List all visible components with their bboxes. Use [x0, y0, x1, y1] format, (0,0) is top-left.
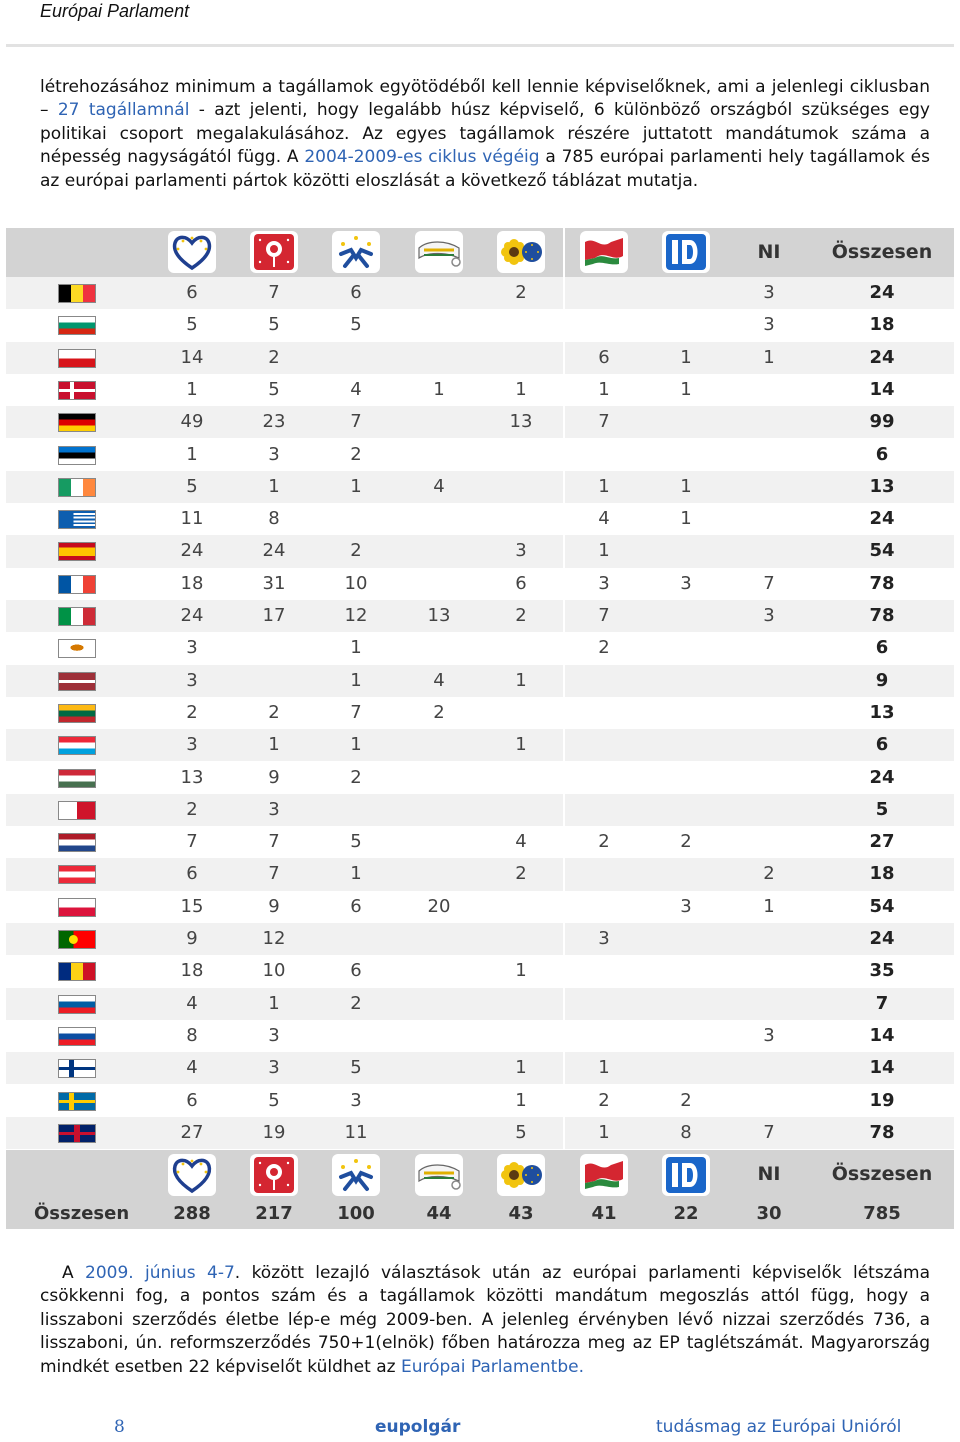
seat-count-cell: 1 [598, 1121, 610, 1143]
row-total-cell: 6 [875, 734, 889, 756]
table-row [6, 955, 954, 987]
grand-total-cell: 44 [426, 1203, 452, 1224]
seat-count-cell: 2 [763, 863, 775, 885]
bulgaria-flag-icon [58, 316, 96, 335]
seat-count-cell: 1 [598, 475, 610, 497]
seat-count-cell: 1 [598, 378, 610, 400]
seat-count-cell: 6 [350, 895, 362, 917]
seat-count-cell: 7 [268, 863, 280, 885]
seat-count-cell: 2 [186, 798, 198, 820]
row-total-cell: 24 [869, 282, 895, 303]
greens-sunflower-icon [497, 1154, 545, 1196]
seat-count-cell: 4 [186, 1057, 198, 1079]
outro-paragraph [40, 1262, 930, 1379]
seat-count-cell: 1 [680, 475, 692, 497]
seat-count-cell: 12 [262, 928, 286, 949]
poland-flag-icon [58, 898, 96, 917]
row-total-cell: 24 [869, 346, 895, 368]
seat-count-cell: 1 [433, 378, 445, 400]
table-row [6, 600, 954, 632]
seat-count-cell: 1 [515, 669, 527, 691]
seat-count-cell: 1 [515, 1057, 527, 1079]
table-row [6, 1020, 954, 1052]
denmark-flag-icon [58, 381, 96, 400]
slovenia-flag-icon [58, 995, 96, 1014]
seat-count-cell: 10 [344, 572, 368, 594]
row-total-cell: 35 [869, 960, 895, 982]
footer-brand: eupolgár [375, 1417, 461, 1437]
slovakia-flag-icon [58, 1027, 96, 1046]
seat-count-cell: 1 [763, 346, 775, 368]
czech-flag-icon [58, 349, 96, 368]
seat-count-cell: 1 [268, 734, 280, 756]
seat-count-cell: 2 [680, 831, 692, 853]
uen-banner-icon [415, 1154, 463, 1196]
belgium-flag-icon [58, 284, 96, 303]
seat-count-cell: 20 [427, 895, 451, 917]
row-total-cell: 18 [869, 314, 895, 336]
latvia-flag-icon [58, 672, 96, 691]
row-total-cell: 78 [869, 605, 895, 626]
seat-count-cell: 8 [680, 1121, 692, 1143]
seat-count-cell: 6 [350, 282, 362, 303]
seat-count-cell: 2 [598, 637, 610, 659]
seat-count-cell: 1 [598, 1057, 610, 1079]
seat-count-cell: 23 [262, 411, 286, 433]
seat-count-cell: 2 [598, 1089, 610, 1111]
row-total-cell: 6 [875, 443, 889, 465]
seat-count-cell: 2 [515, 863, 527, 885]
spain-flag-icon [58, 542, 96, 561]
table-row [6, 1117, 954, 1149]
seat-count-cell: 3 [268, 443, 280, 465]
pes-rose-icon [250, 1154, 298, 1196]
seat-count-cell: 2 [350, 443, 362, 465]
header-ni: NI [757, 241, 781, 263]
alde-figures-icon [332, 231, 380, 273]
row-total-cell: 14 [869, 378, 895, 400]
seat-count-cell: 10 [262, 960, 286, 982]
pes-rose-icon [250, 231, 298, 273]
seat-count-cell: 3 [350, 1089, 362, 1111]
grand-total-cell: 41 [591, 1203, 617, 1224]
table-row [6, 858, 954, 890]
netherlands-flag-icon [58, 833, 96, 852]
seat-count-cell: 1 [268, 475, 280, 497]
seat-count-cell: 3 [763, 314, 775, 336]
outro-text-2: . között lezajló választások után az európai parlamenti képviselők létszáma csökkenni fog, a pontos szám és a tagállamok közötti mandátum megoszlás attól függ, hogy a lisszaboni szerződés életbe lép-e még 2009-ben. A jelenleg érvényben lévő nizzai szerződés 736, a lisszaboni, ún. reformszerződés 750+1(elnök) főben határozza meg az EP taglétszámát. Magyarország mindkét esetben 22 képviselőt küldhet az [40, 1263, 930, 1377]
seat-count-cell: 7 [598, 605, 610, 626]
table-row [6, 309, 954, 341]
table-row [6, 535, 954, 567]
seat-count-cell: 24 [180, 540, 204, 562]
row-total-cell: 7 [875, 992, 889, 1014]
alde-figures-icon [332, 1154, 380, 1196]
seat-count-cell: 2 [268, 346, 280, 368]
seat-count-cell: 6 [186, 282, 198, 303]
seat-count-cell: 2 [515, 605, 527, 626]
grand-total-cell: 785 [863, 1203, 901, 1224]
seat-count-cell: 7 [763, 1121, 775, 1143]
seat-count-cell: 6 [186, 863, 198, 885]
seat-count-cell: 3 [680, 895, 692, 917]
seat-count-cell: 6 [350, 960, 362, 982]
row-total-cell: 14 [869, 1057, 895, 1079]
grand-total-cell: 217 [255, 1203, 293, 1224]
seat-count-cell: 3 [186, 669, 198, 691]
footer-header-total: Összesen [831, 1163, 933, 1185]
seat-count-cell: 5 [186, 475, 198, 497]
seat-count-cell: 7 [350, 701, 362, 723]
seat-count-cell: 7 [268, 831, 280, 853]
row-total-cell: 54 [869, 540, 895, 562]
seat-count-cell: 27 [180, 1121, 204, 1143]
uk-flag-icon [58, 1124, 96, 1143]
row-total-cell: 13 [869, 701, 895, 723]
luxembourg-flag-icon [58, 736, 96, 755]
seat-count-cell: 1 [350, 475, 362, 497]
table-row [6, 568, 954, 600]
seat-count-cell: 4 [186, 992, 198, 1014]
epp-ed-heart-icon [168, 1154, 216, 1196]
seat-count-cell: 1 [763, 895, 775, 917]
row-total-cell: 6 [875, 637, 889, 659]
seat-count-cell: 1 [268, 992, 280, 1014]
seat-count-cell: 18 [180, 572, 204, 594]
row-total-cell: 24 [869, 928, 895, 949]
table-footer-row [6, 1150, 954, 1229]
seat-count-cell: 12 [344, 605, 368, 626]
greece-flag-icon [58, 510, 96, 529]
intro-paragraph [40, 76, 930, 193]
seat-count-cell: 2 [515, 282, 527, 303]
seat-count-cell: 4 [598, 508, 610, 530]
seat-count-cell: 2 [680, 1089, 692, 1111]
seat-count-cell: 31 [262, 572, 286, 594]
seat-count-cell: 9 [268, 766, 280, 788]
column-separator [563, 228, 565, 1150]
footer-tagline: tudásmag az Európai Unióról [656, 1417, 902, 1437]
france-flag-icon [58, 575, 96, 594]
row-total-cell: 5 [875, 798, 889, 820]
seat-count-cell: 1 [186, 443, 198, 465]
seat-count-cell: 2 [350, 540, 362, 562]
seat-count-cell: 2 [186, 701, 198, 723]
seat-count-cell: 14 [180, 346, 204, 368]
seat-count-cell: 15 [180, 895, 204, 917]
seat-count-cell: 6 [515, 572, 527, 594]
running-header: Európai Parlament [40, 1, 190, 21]
lithuania-flag-icon [58, 704, 96, 723]
table-row [6, 503, 954, 535]
gue-ngl-flag-icon [580, 231, 628, 273]
romania-flag-icon [58, 962, 96, 981]
seat-count-cell: 24 [180, 605, 204, 626]
seat-count-cell: 5 [268, 314, 280, 336]
seat-count-cell: 11 [180, 508, 204, 530]
seat-distribution-table [6, 228, 954, 1229]
table-row [6, 826, 954, 858]
sweden-flag-icon [58, 1092, 96, 1111]
finland-flag-icon [58, 1059, 96, 1078]
table-row [6, 406, 954, 438]
seat-count-cell: 1 [350, 734, 362, 756]
seat-count-cell: 1 [680, 346, 692, 368]
link-european-parliament[interactable]: Európai Parlamentbe. [400, 1356, 584, 1377]
seat-count-cell: 9 [268, 895, 280, 917]
row-total-cell: 27 [869, 831, 895, 853]
germany-flag-icon [58, 413, 96, 432]
row-total-cell: 14 [869, 1024, 895, 1046]
table-row [6, 891, 954, 923]
seat-count-cell: 1 [515, 378, 527, 400]
seat-count-cell: 13 [427, 605, 451, 626]
seat-count-cell: 19 [262, 1121, 286, 1143]
seat-count-cell: 1 [515, 960, 527, 982]
seat-count-cell: 4 [433, 475, 445, 497]
seat-count-cell: 1 [350, 637, 362, 659]
seat-count-cell: 6 [186, 1089, 198, 1111]
header-total: Összesen [831, 241, 933, 263]
seat-count-cell: 5 [350, 1057, 362, 1079]
seat-count-cell: 8 [186, 1024, 198, 1046]
seat-count-cell: 7 [598, 411, 610, 433]
greens-sunflower-icon [497, 231, 545, 273]
seat-count-cell: 5 [268, 378, 280, 400]
intro-text-1: létrehozásához minimum a tagállamok egyötödéből kell lennie képviselőknek, ami a jelenlegi ciklusban – [40, 77, 930, 121]
seat-count-cell: 1 [186, 378, 198, 400]
seat-count-cell: 3 [763, 282, 775, 303]
row-total-cell: 78 [869, 572, 895, 594]
seat-count-cell: 3 [186, 637, 198, 659]
table-row [6, 697, 954, 729]
seat-count-cell: 3 [598, 928, 610, 949]
table-row [6, 988, 954, 1020]
seat-count-cell: 3 [268, 1024, 280, 1046]
ireland-flag-icon [58, 478, 96, 497]
uen-banner-icon [415, 231, 463, 273]
link-2009-june-elections[interactable]: 2009. június 4-7 [85, 1263, 235, 1283]
ind-dem-id-icon [662, 231, 710, 273]
seat-count-cell: 6 [598, 346, 610, 368]
seat-count-cell: 2 [350, 766, 362, 788]
seat-count-cell: 3 [186, 734, 198, 756]
seat-count-cell: 1 [515, 734, 527, 756]
grand-total-cell: 288 [173, 1203, 211, 1224]
seat-count-cell: 24 [262, 540, 286, 562]
intro-text-2: - azt jelenti, hogy legalább húsz képviselő, 6 különböző országból szükséges egy politikai csoport megalakulásához. Az egyes tagállamok részére juttatott mandátumok száma a népesség nagyságától függ. A [40, 100, 930, 168]
gue-ngl-flag-icon [580, 1154, 628, 1196]
seat-count-cell: 1 [515, 1089, 527, 1111]
outro-text-1: A [62, 1263, 85, 1283]
hungary-flag-icon [58, 769, 96, 788]
table-row [6, 471, 954, 503]
seat-count-cell: 1 [350, 669, 362, 691]
seat-count-cell: 2 [350, 992, 362, 1014]
seat-count-cell: 2 [268, 701, 280, 723]
table-row [6, 794, 954, 826]
row-total-cell: 9 [875, 669, 889, 691]
grand-total-cell: 43 [508, 1203, 534, 1224]
grand-total-cell: 100 [337, 1203, 375, 1224]
link-27-member-states[interactable]: 27 tagállamnál [57, 100, 190, 121]
row-total-cell: 24 [869, 508, 895, 530]
grand-total-cell: 30 [756, 1203, 782, 1224]
seat-count-cell: 17 [262, 605, 286, 626]
seat-count-cell: 3 [763, 1024, 775, 1046]
malta-flag-icon [58, 801, 96, 820]
seat-count-cell: 3 [515, 540, 527, 562]
estonia-flag-icon [58, 446, 96, 465]
row-total-cell: 18 [869, 863, 895, 885]
row-total-cell: 19 [869, 1089, 895, 1111]
table-row [6, 665, 954, 697]
seat-count-cell: 5 [186, 314, 198, 336]
seat-count-cell: 1 [680, 378, 692, 400]
intro-text-3: a 785 európai parlamenti hely tagállamok és az európai parlamenti pártok közötti eloszlását a következő táblázat mutatja. [40, 147, 930, 191]
ind-dem-id-icon [662, 1154, 710, 1196]
seat-count-cell: 4 [350, 378, 362, 400]
link-2004-2009-term[interactable]: 2004-2009-es ciklus végéig [304, 147, 540, 168]
seat-count-cell: 7 [763, 572, 775, 594]
table-header-row [6, 228, 954, 277]
totals-label: Összesen [34, 1203, 130, 1224]
seat-count-cell: 11 [344, 1121, 368, 1143]
seat-count-cell: 4 [515, 831, 527, 853]
table-row [6, 342, 954, 374]
seat-count-cell: 3 [598, 572, 610, 594]
table-row [6, 1052, 954, 1084]
seat-count-cell: 7 [186, 831, 198, 853]
seat-count-cell: 2 [598, 831, 610, 853]
footer-header-ni: NI [757, 1163, 781, 1185]
seat-count-cell: 13 [509, 411, 533, 433]
seat-count-cell: 1 [598, 540, 610, 562]
header-divider [6, 44, 954, 47]
seat-count-cell: 4 [433, 669, 445, 691]
row-total-cell: 54 [869, 895, 895, 917]
table-row [6, 762, 954, 794]
seat-count-cell: 1 [680, 508, 692, 530]
row-total-cell: 78 [869, 1121, 895, 1143]
seat-count-cell: 3 [763, 605, 775, 626]
austria-flag-icon [58, 865, 96, 884]
grand-total-cell: 22 [673, 1203, 699, 1224]
seat-count-cell: 5 [268, 1089, 280, 1111]
seat-count-cell: 3 [268, 1057, 280, 1079]
table-row [6, 374, 954, 406]
row-total-cell: 99 [869, 411, 895, 433]
seat-count-cell: 9 [186, 928, 198, 949]
seat-count-cell: 1 [350, 863, 362, 885]
epp-ed-heart-icon [168, 231, 216, 273]
row-total-cell: 24 [869, 766, 895, 788]
table-row [6, 277, 954, 309]
table-row [6, 729, 954, 761]
seat-count-cell: 18 [180, 960, 204, 982]
seat-count-cell: 8 [268, 508, 280, 530]
table-row [6, 1085, 954, 1117]
seat-count-cell: 5 [515, 1121, 527, 1143]
table-row [6, 632, 954, 664]
seat-count-cell: 13 [180, 766, 204, 788]
seat-count-cell: 49 [180, 411, 204, 433]
table-row [6, 923, 954, 955]
page-number: 8 [114, 1417, 125, 1437]
seat-count-cell: 2 [433, 701, 445, 723]
table-row [6, 439, 954, 471]
seat-count-cell: 3 [680, 572, 692, 594]
cyprus-flag-icon [58, 639, 96, 658]
seat-count-cell: 7 [268, 282, 280, 303]
seat-count-cell: 3 [268, 798, 280, 820]
row-total-cell: 13 [869, 475, 895, 497]
portugal-flag-icon [58, 930, 96, 949]
seat-count-cell: 7 [350, 411, 362, 433]
seat-count-cell: 5 [350, 314, 362, 336]
seat-count-cell: 5 [350, 831, 362, 853]
italy-flag-icon [58, 607, 96, 626]
